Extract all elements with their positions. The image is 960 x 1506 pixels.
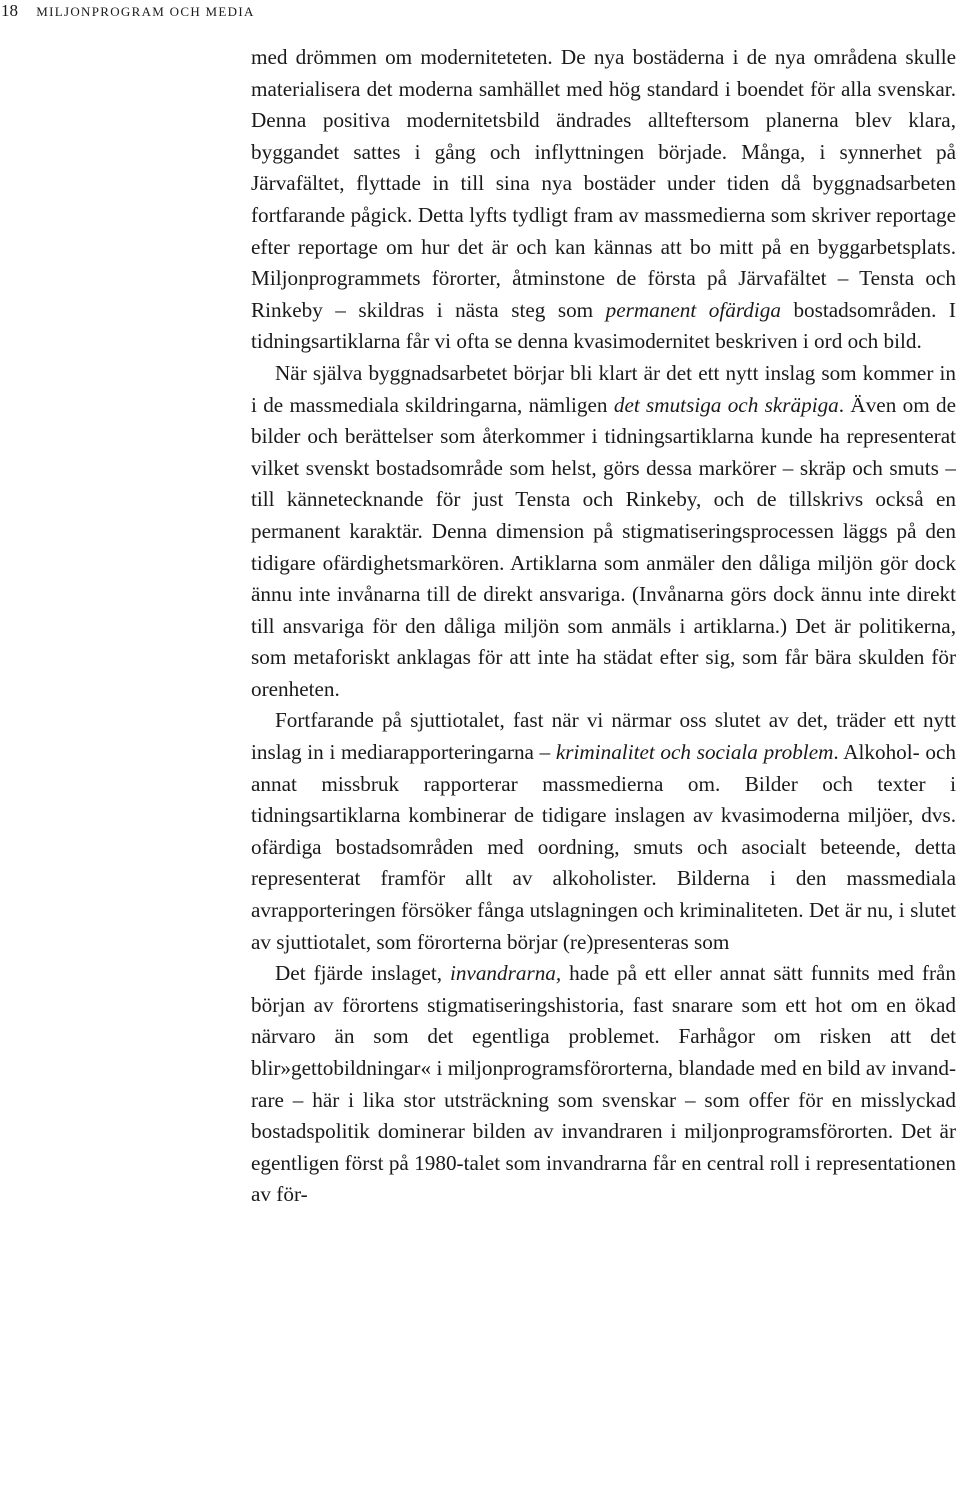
text-run: . Alkohol- och annat missbruk rapporterar massmedierna om. Bilder och texter i tidningsartiklarna kombinerar de tidigare inslagen av kvasimoderna miljöer, dvs. ofärdiga bostadsområden med oordning, smuts och asocialt beteende, detta representerat framför allt av alkoholister. Bilderna i den massmediala avrapporteringen försöker fånga utslagningen och kriminaliteten. Det är nu, i slutet av sjuttiotalet, som förorterna börjar (re)presenteras som (251, 740, 956, 954)
paragraph (251, 705, 956, 958)
body-text (251, 42, 956, 1211)
emphasis-run: permanent ofärdiga (605, 297, 781, 322)
paragraph (251, 958, 956, 1211)
running-title: MILJONPROGRAM OCH MEDIA (36, 4, 255, 19)
text-run: med drömmen om moderniteteten. De nya bostäderna i de nya områdena skulle materialisera det moderna samhället med hög standard i boendet för alla svenskar. Denna positiva modernitetsbild ändrades allteftersom planerna blev klara, byggandet sattes i gång och inflyttningen började. Många, i synnerhet på Järvafältet, flyttade in till sina nya bostäder under tiden då byggnadsarbeten fortfarande pågick. Detta lyfts tydligt fram av massmedierna som skriver reportage efter reportage om hur det är och kan kännas att bo mitt på en byggarbetsplats. Miljonprogrammets förorter, åtminstone de första på Järvafältet – Tensta och Rinkeby – skildras i nästa steg som (251, 45, 956, 322)
running-head (0, 0, 255, 22)
emphasis-run: det smutsiga och skräpiga (613, 392, 839, 417)
text-run: bostadsområden. I tidningsartiklarna får vi ofta se denna kvasimodernitet beskriven i ord och bild. (251, 297, 956, 354)
paragraph (251, 358, 956, 706)
page-number: 18 (1, 1, 18, 20)
text-run: hade på ett eller annat sätt funnits med från början av förortens stigmatiseringshistoria, fast snarare som ett hot om en ökad närvaro än som det egentliga problemet. Farhågor om risken att det blir»gettobildningar« i miljonprogramsförorterna, blandade med en bild av invandrare – här i lika stor utsträckning som svenskar – som offer för en misslyckad bostadspolitik dominerar bilden av invandraren i miljonprogramsförorten. Det är egentligen först på 1980-talet som invandrarna får en central roll i representationen av för- (251, 961, 956, 1207)
text-run: När själva byggnadsarbetet börjar bli klart är det ett nytt inslag som kommer in i de massmediala skildringarna, nämligen (251, 360, 956, 417)
paragraph (251, 42, 956, 358)
text-run: Fortfarande på sjuttiotalet, fast när vi närmar oss slutet av det, träder ett nytt inslag in i mediarapporteringarna – (251, 708, 956, 765)
emphasis-run: kriminalitet och sociala problem (555, 740, 834, 765)
emphasis-run: invandrarna, (449, 961, 562, 986)
text-run: Det fjärde inslaget, (275, 961, 450, 986)
text-run: . Även om de bilder och berättelser som återkommer i tidningsartiklarna kunde ha representerat vilket svenskt bostadsområde som helst, görs dessa markörer – skräp och smuts – till kännetecknande för just Tensta och Rinkeby, och de tillskrivs också en permanent karaktär. Denna dimension på stigmatiseringsprocessen läggs på den tidigare ofärdighetsmarkören. Artiklarna som anmäler den dåliga miljön gör dock ännu inte invånarna till de direkt ansvariga. (Invånarna görs dock ännu inte direkt till ansvariga för den dåliga miljön som anmäls i artiklarna.) Det är politikerna, som metaforiskt anklagas för att inte ha städat efter sig, som får bära skulden för orenheten. (251, 392, 956, 701)
